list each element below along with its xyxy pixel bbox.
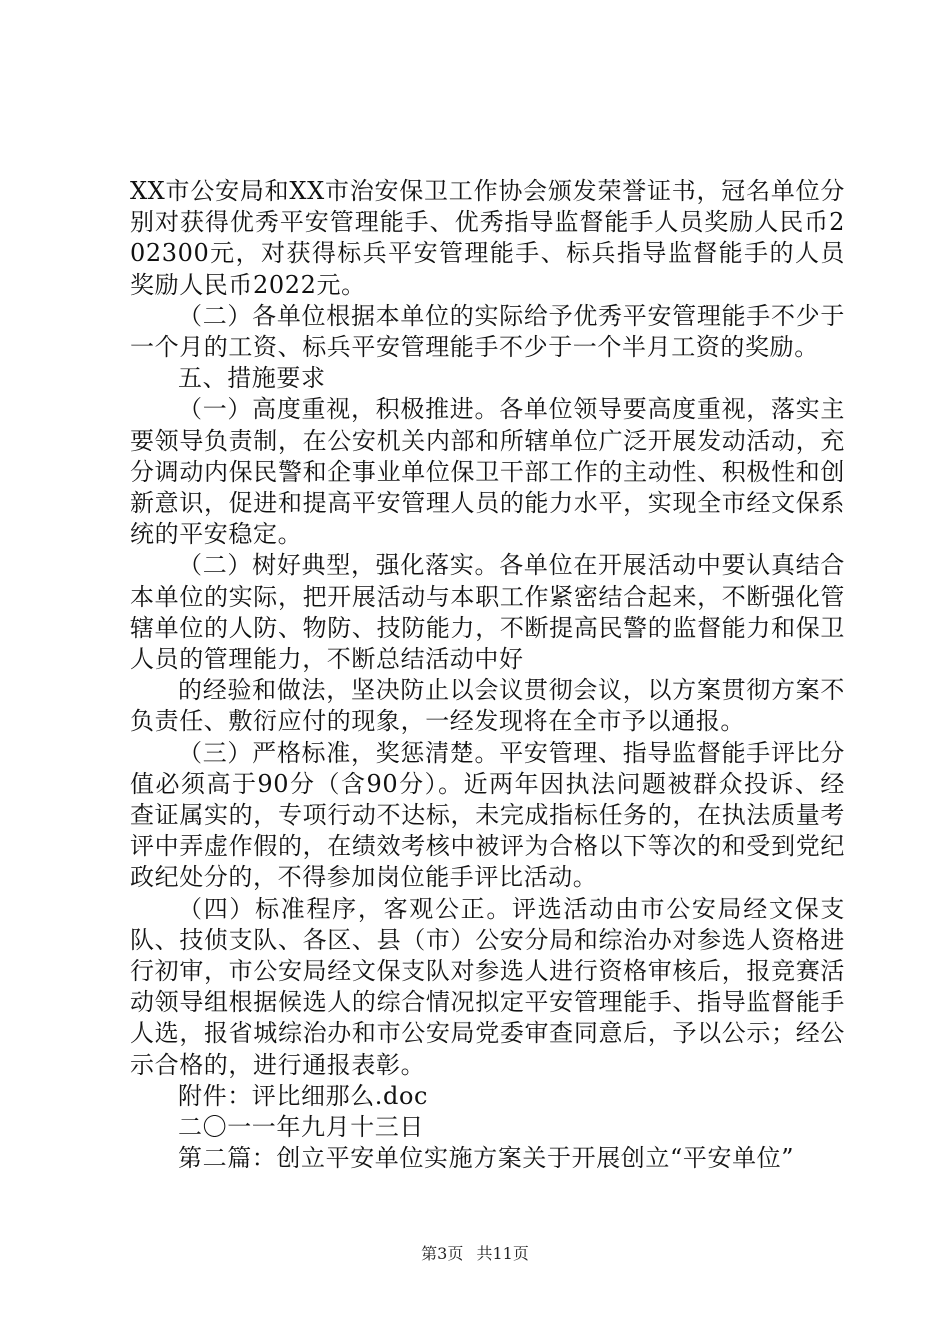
paragraph-award-certificates: XX市公安局和XX市治安保卫工作协会颁发荣誉证书，冠名单位分别对获得优秀平安管理能手、优秀指导监督能手人员奖励人民币202300元，对获得标兵平安管理能手、标兵指导监督能手的人员奖励人民币2022元。 [130, 177, 845, 299]
page-number: 第3页 [421, 1244, 464, 1263]
paragraph-measure-3: （三）严格标准，奖惩清楚。平安管理、指导监督能手评比分值必须高于90分（含90分）。近两年因执法问题被群众投诉、经查证属实的，专项行动不达标，未完成指标任务的，在执法质量考评中弄虚作假的，在绩效考核中被评为合格以下等次的和受到党纪政纪处分的，不得参加岗位能手评比活动。 [130, 738, 845, 892]
paragraph-measure-4: （四）标准程序，客观公正。评选活动由市公安局经文保支队、技侦支队、各区、县（市）公安分局和综治办对参选人资格进行初审，市公安局经文保支队对参选人进行资格审核后，报竞赛活动领导组根据候选人的综合情况拟定平安管理能手、指导监督能手人选，报省城综治办和市公安局党委审查同意后，予以公示；经公示合格的，进行通报表彰。 [130, 894, 845, 1079]
paragraph-measure-2-continued: 的经验和做法，坚决防止以会议贯彻会议，以方案贯彻方案不负责任、敷衍应付的现象，一经发现将在全市予以通报。 [130, 676, 845, 736]
next-article-title: 第二篇：创立平安单位实施方案关于开展创立“平安单位” [178, 1144, 795, 1173]
document-body [130, 176, 845, 1175]
section-heading-measures: 五、措施要求 [178, 364, 326, 393]
page-total: 共11页 [476, 1244, 529, 1263]
date-line: 二〇一一年九月十三日 [178, 1113, 424, 1142]
paragraph-measure-1: （一）高度重视，积极推进。各单位领导要高度重视，落实主要领导负责制，在公安机关内部和所辖单位广泛开展发动活动，充分调动内保民警和企事业单位保卫干部工作的主动性、积极性和创新意识，促进和提高平安管理人员的能力水平，实现全市经文保系统的平安稳定。 [130, 395, 845, 549]
paragraph-unit-rewards: （二）各单位根据本单位的实际给予优秀平安管理能手不少于一个月的工资、标兵平安管理能手不少于一个半月工资的奖励。 [130, 301, 845, 362]
attachment-line: 附件：评比细那么.doc [178, 1081, 429, 1110]
paragraph-measure-2: （二）树好典型，强化落实。各单位在开展活动中要认真结合本单位的实际，把开展活动与本职工作紧密结合起来，不断强化管辖单位的人防、物防、技防能力，不断提高民警的监督能力和保卫人员的管理能力，不断总结活动中好 [130, 551, 845, 674]
page-footer [0, 1244, 950, 1264]
